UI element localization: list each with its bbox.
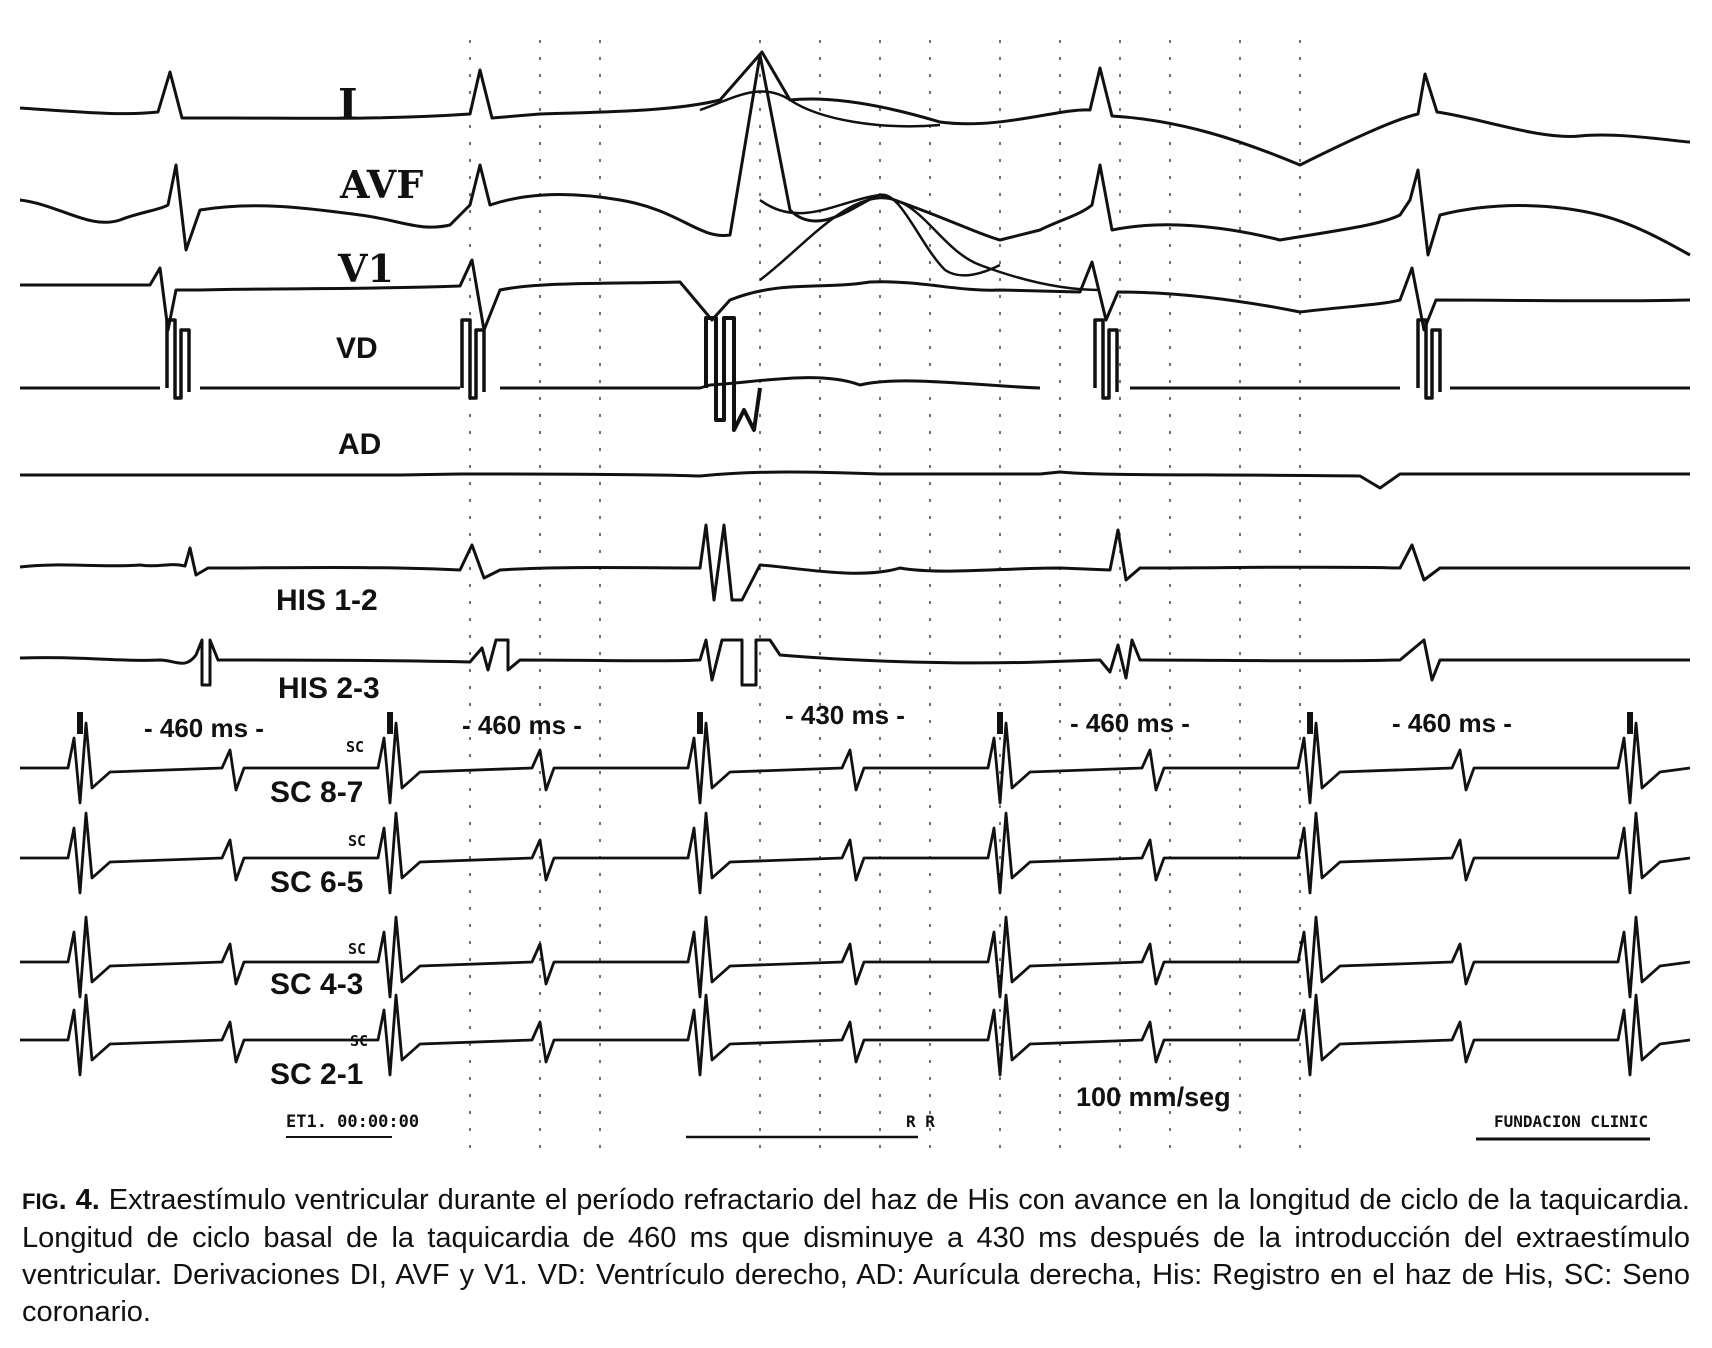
cycle-label-4: - 460 ms - [1070, 708, 1190, 738]
lead-label-sc-8-7: SC 8-7 [270, 776, 364, 809]
vd-spike-1 [462, 320, 484, 398]
vd-extrastimulus [706, 318, 760, 430]
trace-lead-v1 [20, 260, 1690, 330]
cycle-label-2: - 460 ms - [462, 710, 582, 740]
cycle-label-5: - 460 ms - [1392, 708, 1512, 738]
figure-number: FIG. 4. [22, 1184, 100, 1216]
trace-his-1-2 [20, 525, 1690, 600]
lead-label-ad: AD [338, 428, 382, 461]
vd-spike-0 [167, 320, 189, 398]
lead-label-vd: VD [336, 332, 378, 365]
lead-label-his-1-2: HIS 1-2 [276, 584, 378, 617]
sc-mark-1: SC [346, 738, 365, 756]
sc-mark-3: SC [348, 940, 367, 958]
trace-his-2-3 [20, 640, 1690, 685]
lead-label-v1: V1 [338, 246, 394, 291]
figure-caption [22, 1182, 1690, 1331]
trace-lead-avf [20, 55, 1690, 255]
recording-timestamp: ET1. 00:00:00 [286, 1112, 420, 1132]
sc-mark-4: SC [350, 1032, 369, 1050]
lead-label-avf: AVF [340, 162, 424, 207]
lead-label-sc-6-5: SC 6-5 [270, 866, 364, 899]
trace-ad [20, 472, 1690, 488]
institution-mark: FUNDACION CLINIC [1494, 1112, 1649, 1131]
caption-text: Extraestímulo ventricular durante el período refractario del haz de His con avance en la longitud de ciclo de la taquicardia. Longitud de ciclo basal de la taquicardia de 460 ms que disminuye a 430 ms después de la introducción del extraestímulo ventricular. Derivaciones DI, AVF y V1. VD: Ventrículo derecho, AD: Aurícula derecha, His: Registro en el haz de His, SC: Seno coronario. [22, 1184, 1690, 1328]
vd-spike-3 [1418, 320, 1440, 398]
cycle-label-1: - 460 ms - [144, 713, 264, 743]
lead-label-his-2-3: HIS 2-3 [278, 672, 380, 705]
trace-lead-i [20, 52, 1690, 165]
lead-label-i: I [338, 80, 358, 129]
lead-label-sc-2-1: SC 2-1 [270, 1058, 364, 1091]
vd-spike-2 [1095, 320, 1117, 398]
rr-mark: R R [906, 1112, 935, 1131]
cycle-label-3: - 430 ms - [785, 700, 905, 730]
sc-mark-2: SC [348, 832, 367, 850]
lead-label-sc-4-3: SC 4-3 [270, 968, 364, 1001]
paper-speed-label: 100 mm/seg [1076, 1082, 1231, 1112]
